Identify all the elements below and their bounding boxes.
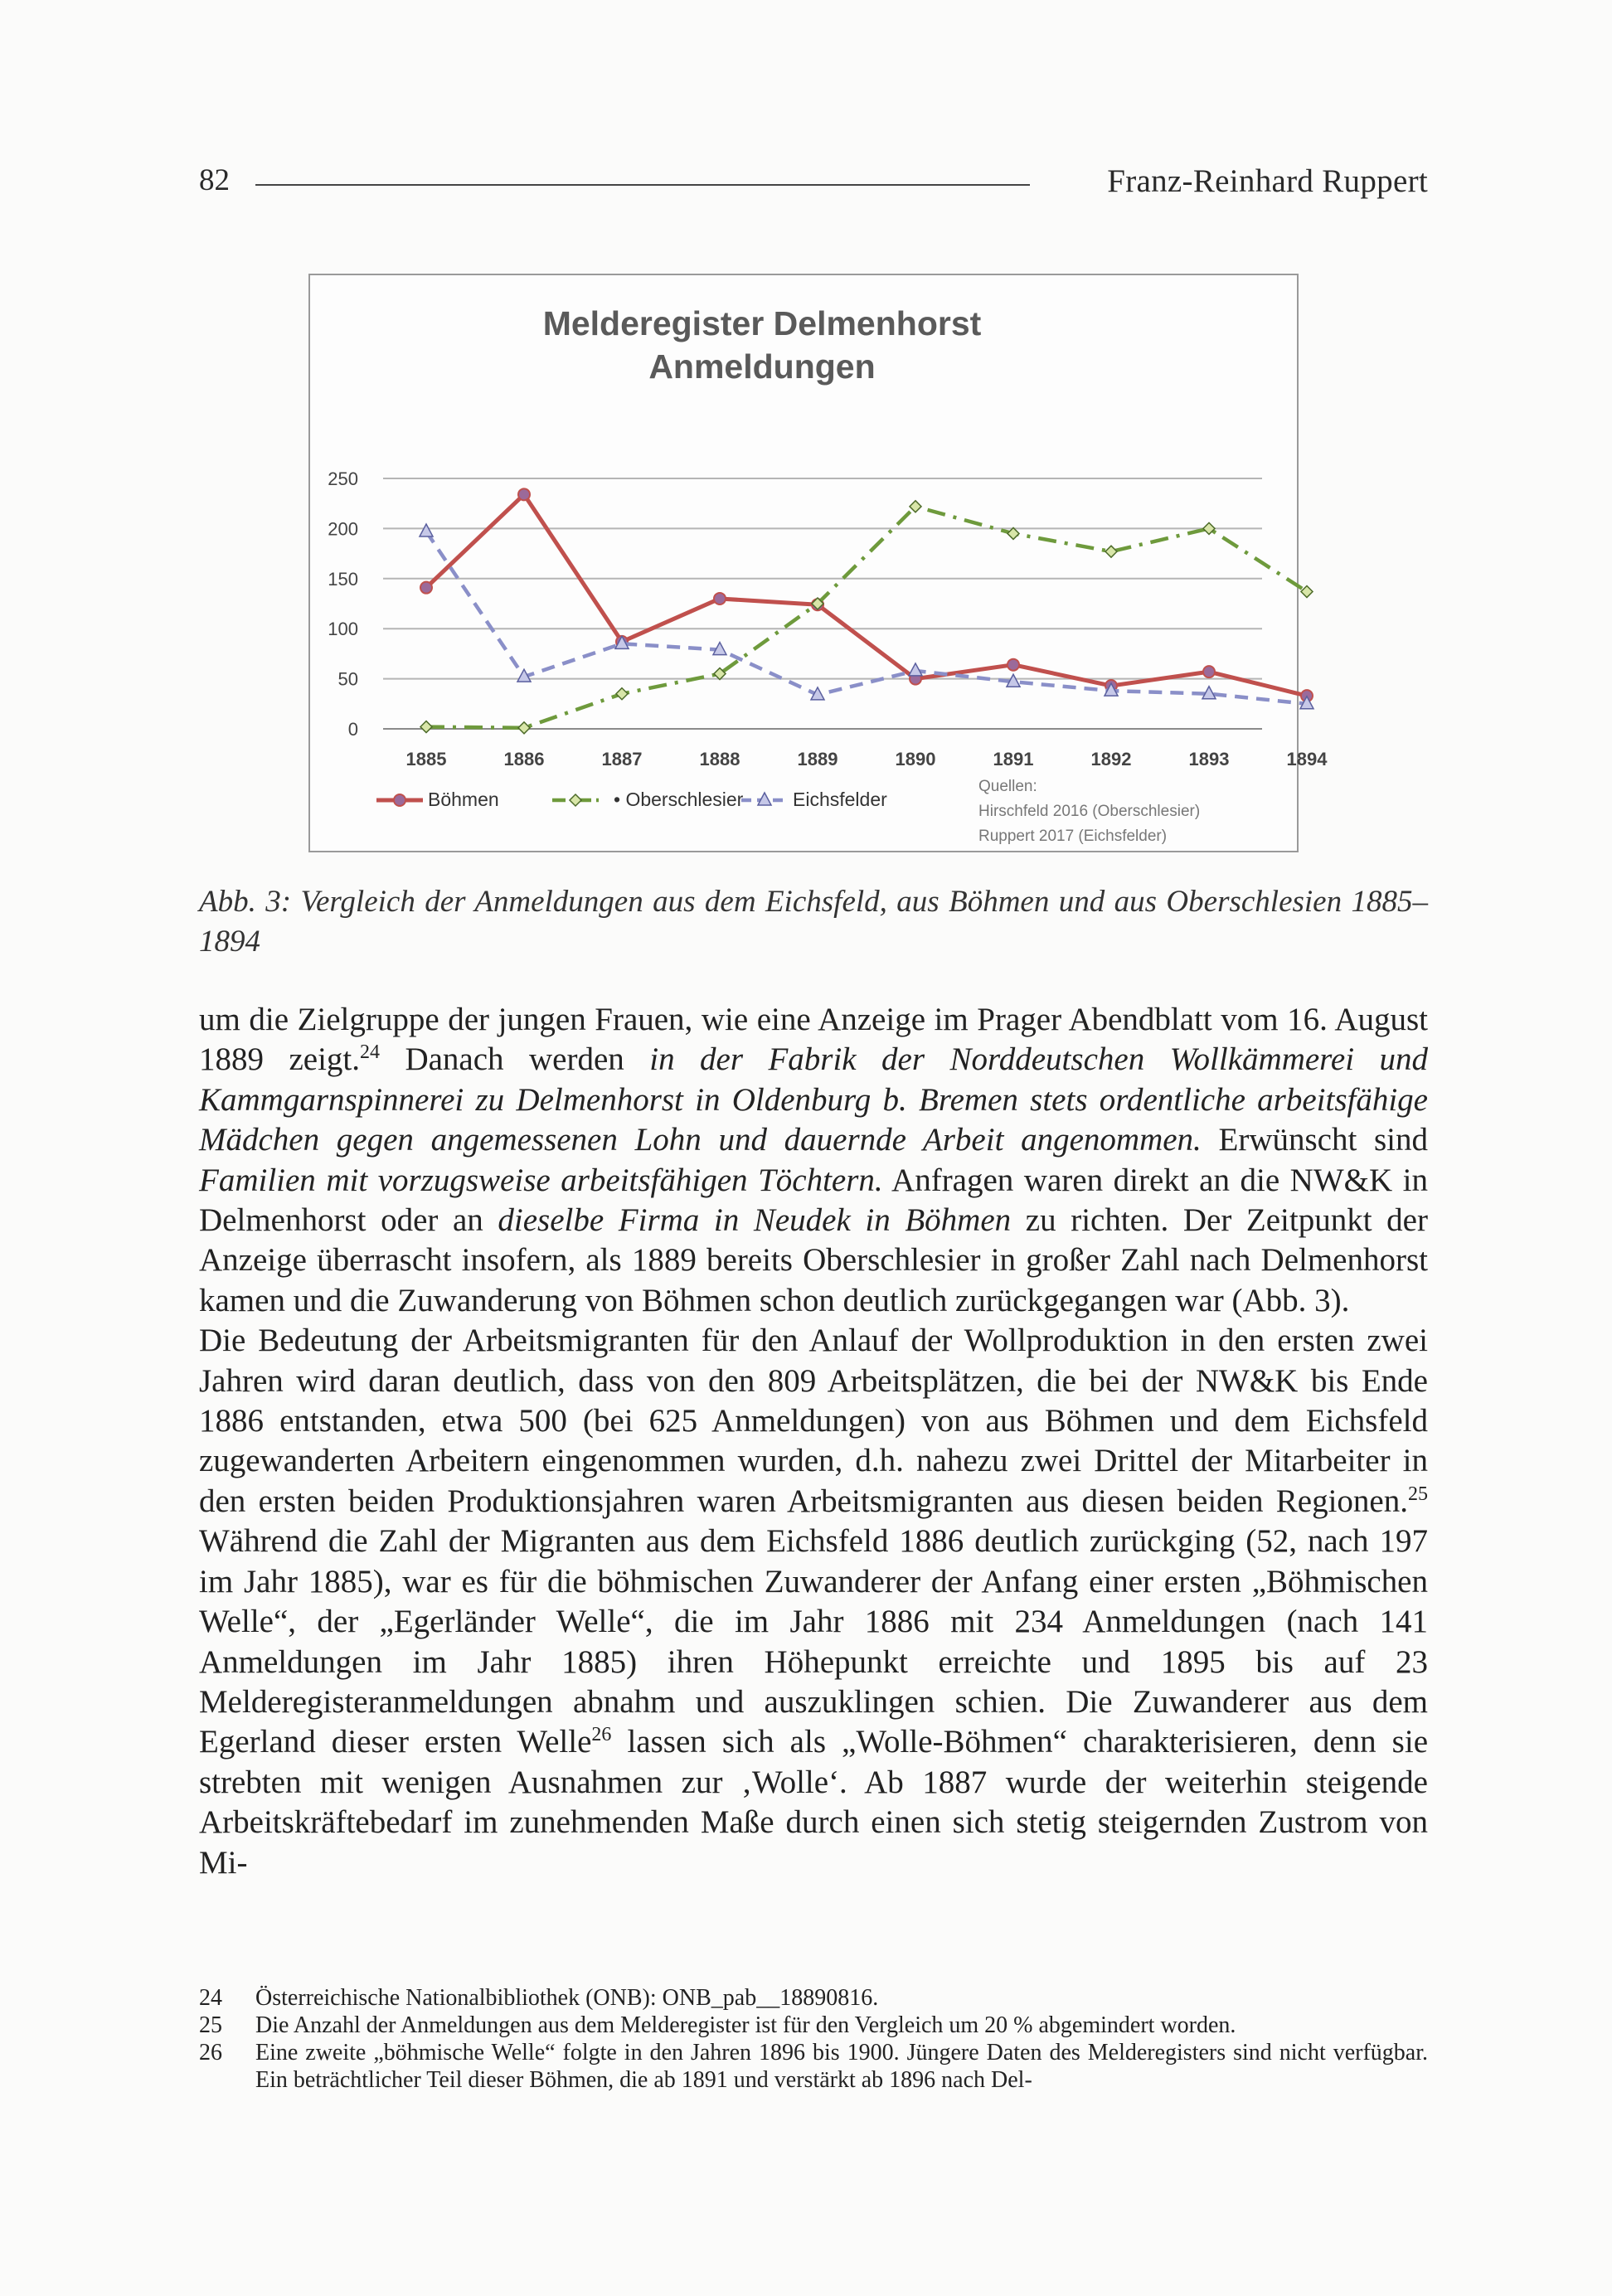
- data-point: [1105, 546, 1117, 557]
- text-run: lassen sich als „Wolle-Böhmen“ charakterisieren, denn sie strebten mit wenigen Ausnahmen zur ‚Wolle‘. Ab 1887 wurde der weiterhin steigende Arbeitskräftebedarf im zunehmenden Maße durch einen sich stetig steigernden Zustrom von Mi-: [199, 1724, 1429, 1881]
- footnote-text: Die Anzahl der Anmeldungen aus dem Melderegister ist für den Vergleich um 20 % abgemindert worden.: [255, 2012, 1236, 2038]
- chart-title-line2: Anmeldungen: [648, 347, 876, 386]
- line-chart: [308, 274, 1328, 852]
- quoted-ad-text: in der Fabrik der Norddeutschen Wollkämmerei und Kammgarnspinnerei zu Delmenhorst in Oldenburg b. Bremen stets ordentliche arbeitsfähige Mädchen gegen angemessenen Lohn und dauernde Arbeit angenommen.: [199, 1041, 1428, 1158]
- y-tick-label: 100: [328, 619, 358, 640]
- x-tick-label: 1892: [1090, 749, 1132, 769]
- footnotes: [199, 1984, 1428, 2094]
- quoted-ad-text: dieselbe Firma in Neudek in Böhmen: [498, 1202, 1012, 1239]
- quoted-ad-text: Familien mit vorzugsweise arbeitsfähigen Töchtern.: [199, 1162, 883, 1198]
- data-point: [714, 593, 726, 604]
- y-tick-label: 250: [328, 468, 358, 489]
- chart-title-line1: Melderegister Delmenhorst: [542, 304, 982, 342]
- series-line: [426, 494, 1307, 696]
- footnote: [199, 1984, 1428, 2012]
- data-point: [420, 582, 432, 594]
- text-run: um die Zielgruppe der jungen Frauen, wie eine Anzeige im Prager Abendblatt vom 16. August 1889 zeigt.: [199, 1002, 1428, 1078]
- figure-caption: Abb. 3: Vergleich der Anmeldungen aus dem Eichsfeld, aus Böhmen und aus Oberschlesien 1885–1894: [199, 885, 1428, 959]
- data-point: [1007, 659, 1019, 671]
- x-tick-label: 1888: [699, 749, 740, 769]
- text-run: Danach werden: [380, 1041, 650, 1078]
- footnote: [199, 2012, 1428, 2039]
- data-point: [1007, 527, 1019, 539]
- text-run: Während die Zahl der Migranten aus dem Eichsfeld 1886 deutlich zurückging (52, nach 197 im Jahr 1885), war es für die böhmischen Zuwanderer der Anfang einer ersten „Böhmischen Welle“, der „Egerländer Welle“, die im Jahr 1886 mit 234 Anmeldungen (nach 141 Anmeldungen im Jahr 1885) ihren Höhepunkt erreichte und 1895 bis auf 23 Melderegisteranmeldungen abnahm und auszuklingen schien. Die Zuwanderer aus dem Egerland dieser ersten Welle: [199, 1523, 1428, 1760]
- data-point: [420, 524, 433, 536]
- chart-canvas: [310, 275, 1328, 851]
- data-point: [420, 721, 432, 733]
- x-tick-label: 1886: [503, 749, 545, 769]
- x-tick-label: 1894: [1286, 749, 1328, 769]
- footnote-ref-24: 24: [360, 1041, 380, 1064]
- data-point: [518, 488, 530, 500]
- header-rule: [255, 184, 1030, 186]
- source-note: Hirschfeld 2016 (Oberschlesier): [978, 803, 1201, 820]
- footnote: [199, 2039, 1428, 2094]
- text-run: Die Bedeutung der Arbeitsmigranten für den Anlauf der Wollproduktion in den ersten zwei Jahren wird daran deutlich, dass von den 809 Arbeitsplätzen, die bei der NW&K bis Ende 1886 entstanden, etwa 500 (bei 625 Anmeldungen) von aus Böhmen und dem Eichsfeld zugewanderten Arbeitern eingenommen wurden, d.h. nahezu zwei Drittel der Mitarbeiter in den ersten beiden Produktionsjahren waren Arbeitsmigranten aus diesen beiden Regionen.: [199, 1323, 1428, 1519]
- series-line: [426, 507, 1307, 728]
- x-tick-label: 1893: [1188, 749, 1230, 769]
- text-run: Erwünscht sind: [1201, 1122, 1429, 1158]
- paragraph-1: [199, 1000, 1428, 1321]
- running-header: [199, 163, 1428, 204]
- x-tick-label: 1890: [895, 749, 936, 769]
- y-tick-label: 50: [337, 668, 358, 690]
- footnote-number: 26: [199, 2040, 222, 2065]
- chart-legend: [376, 789, 887, 810]
- data-point: [910, 501, 921, 512]
- y-tick-label: 150: [328, 568, 358, 590]
- legend-label: Eichsfelder: [793, 789, 887, 810]
- data-point: [1301, 586, 1313, 598]
- x-tick-label: 1887: [601, 749, 643, 769]
- source-note: Quellen:: [978, 778, 1037, 795]
- footnote-ref-26: 26: [591, 1724, 612, 1746]
- x-tick-label: 1889: [797, 749, 838, 769]
- footnote-text: Eine zweite „böhmische Welle“ folgte in den Jahren 1896 bis 1900. Jüngere Daten des Melderegisters sind nicht verfügbar. Ein beträchtlicher Teil dieser Böhmen, die ab 1891 und verstärkt ab 1896 nach Del-: [255, 2040, 1428, 2093]
- footnote-number: 25: [199, 2012, 222, 2038]
- source-note: Ruppert 2017 (Eichsfelder): [978, 828, 1168, 845]
- footnote-number: 24: [199, 1985, 222, 2011]
- legend-label: • Oberschlesier: [614, 789, 744, 810]
- running-author: Franz-Reinhard Ruppert: [1107, 163, 1428, 199]
- chart-series: [420, 488, 1313, 733]
- page-number: 82: [199, 163, 230, 197]
- y-axis-ticks: [328, 468, 358, 740]
- x-tick-label: 1891: [993, 749, 1034, 769]
- data-point: [570, 794, 581, 806]
- data-point: [518, 722, 530, 734]
- data-point: [616, 688, 628, 700]
- chart-sources: [978, 778, 1200, 845]
- x-tick-label: 1885: [405, 749, 447, 769]
- legend-label: Böhmen: [428, 789, 499, 810]
- y-tick-label: 200: [328, 518, 358, 540]
- data-point: [394, 794, 405, 806]
- y-tick-label: 0: [347, 719, 358, 740]
- text-run: zu richten. Der Zeitpunkt der Anzeige überrascht insofern, als 1889 bereits Oberschlesier in großer Zahl nach Delmenhorst kamen und die Zuwanderung von Böhmen schon deutlich zurückgegangen war (Abb. 3).: [199, 1202, 1428, 1318]
- text-run: Anfragen waren direkt an die NW&K in Delmenhorst oder an: [199, 1162, 1428, 1239]
- x-axis-ticks: [406, 749, 1328, 769]
- data-point: [1203, 666, 1215, 677]
- paragraph-2: [199, 1321, 1428, 1883]
- footnote-ref-25: 25: [1408, 1483, 1428, 1505]
- body-text: [199, 1000, 1428, 1883]
- footnote-text: Österreichische Nationalbibliothek (ONB): ONB_pab__18890816.: [255, 1985, 879, 2011]
